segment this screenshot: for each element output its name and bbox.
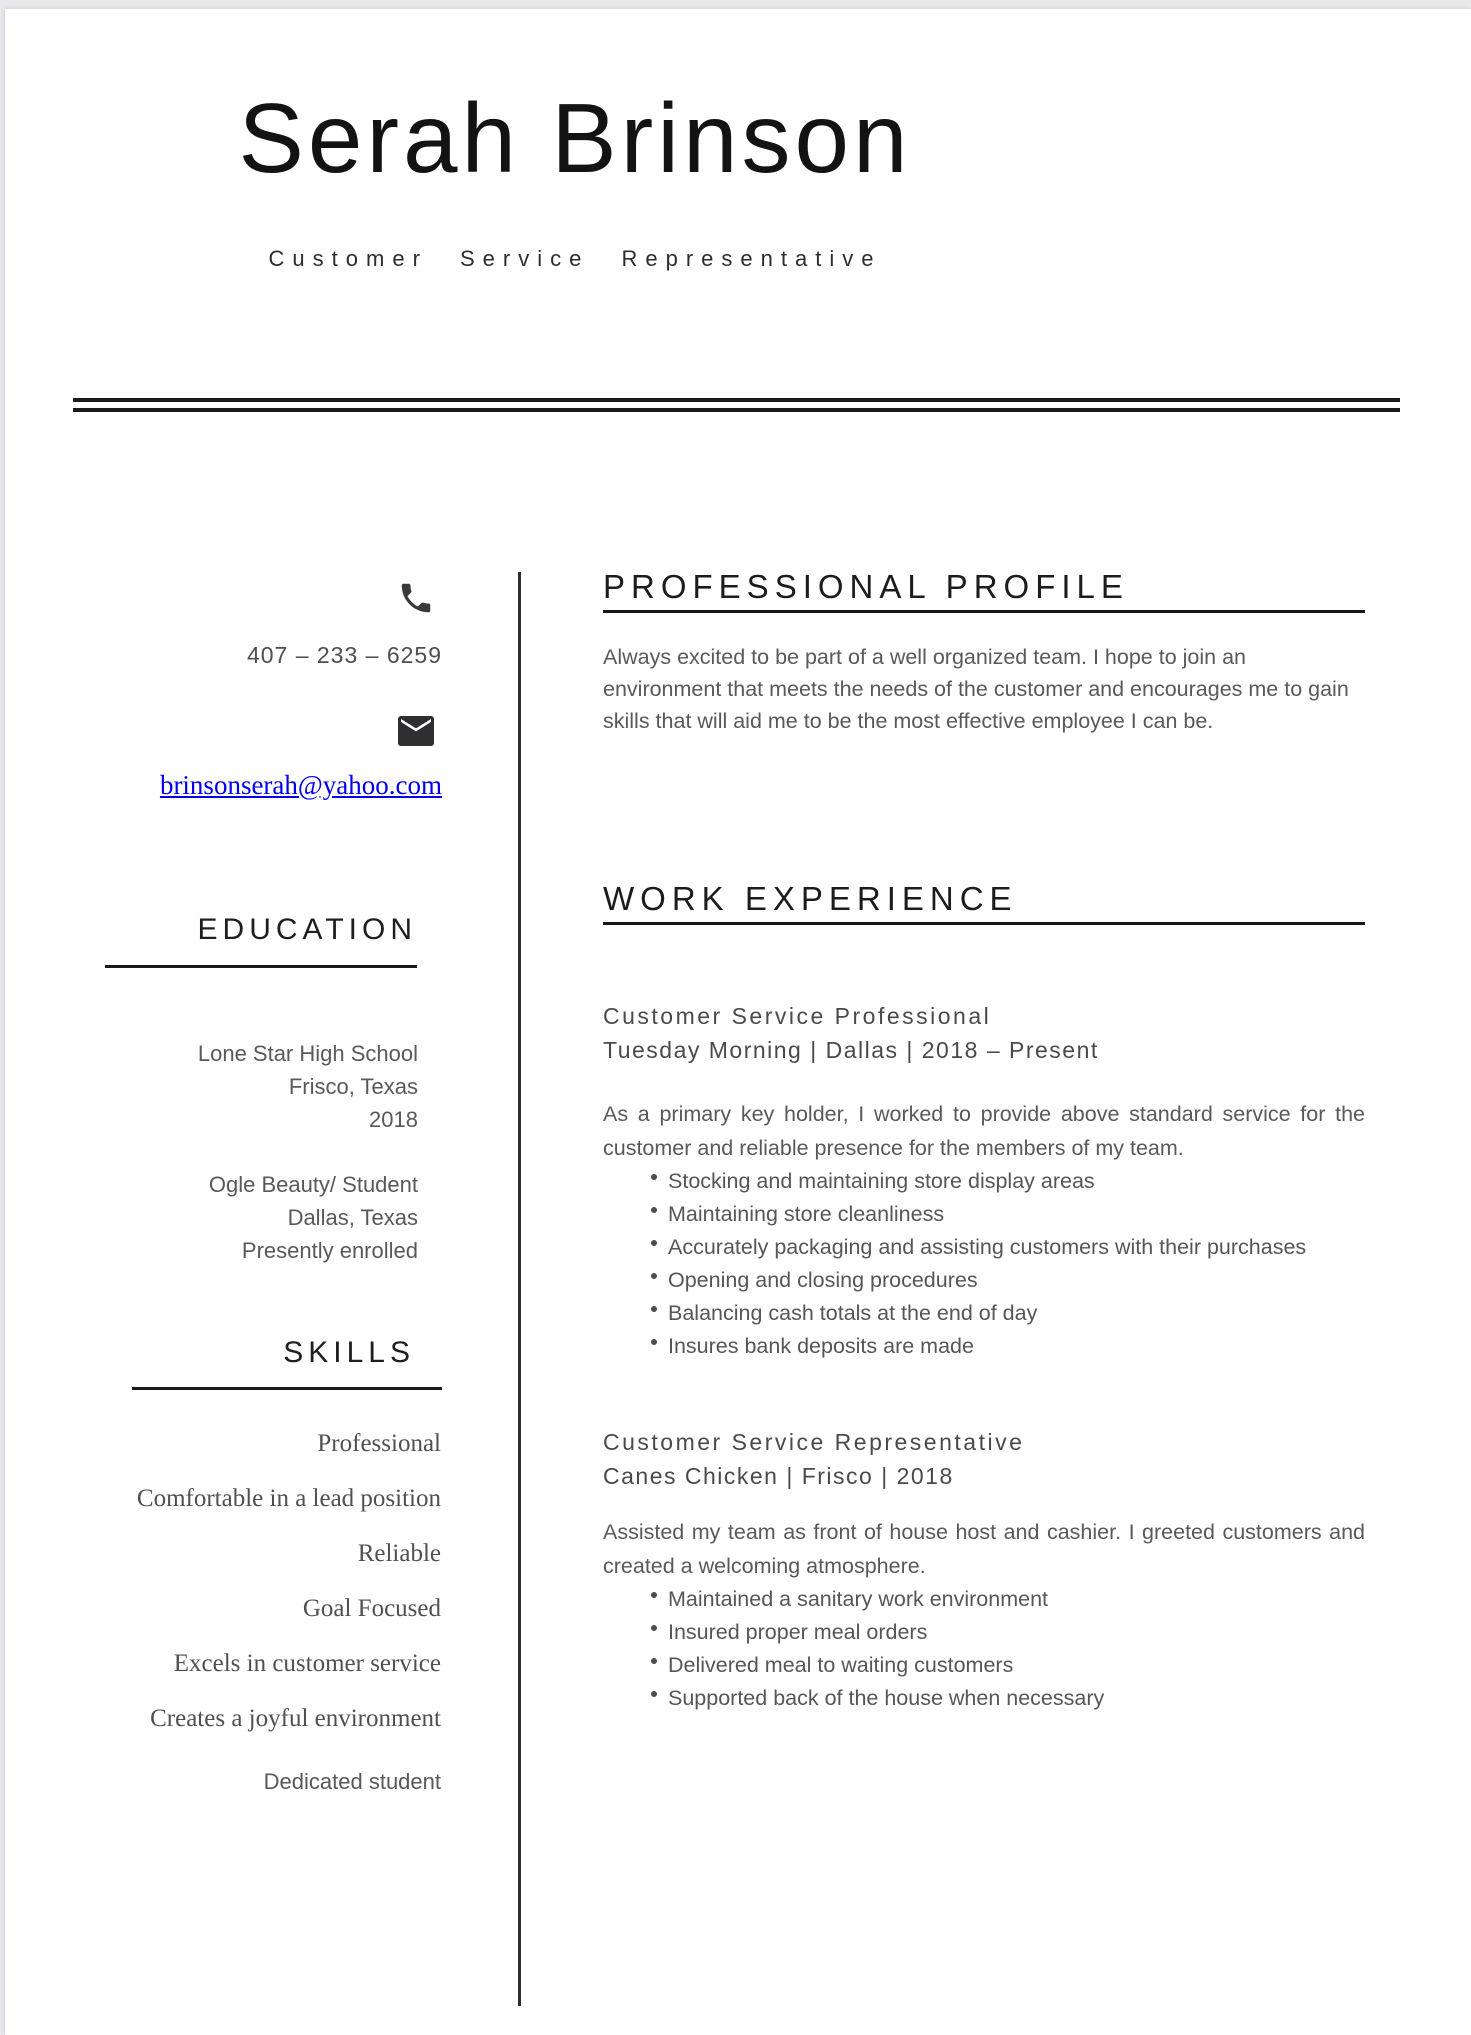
education-line: Lone Star High School — [197, 1041, 418, 1066]
job-bullet: Delivered meal to waiting customers — [603, 1649, 1365, 1682]
education-entry — [105, 1168, 418, 1267]
job-entry — [603, 999, 1365, 1363]
profile-section-header — [603, 569, 1365, 613]
skill-item: Reliable — [357, 1540, 441, 1567]
header-divider-rule — [73, 398, 1400, 412]
job-bullet: Insured proper meal orders — [603, 1616, 1365, 1649]
email-icon — [398, 716, 434, 746]
experience-heading: WORK EXPERIENCE — [603, 880, 1018, 917]
job-title: Customer Service Professional — [603, 1003, 992, 1029]
job-bullet: Stocking and maintaining store display areas — [603, 1165, 1365, 1198]
job-bullet: Balancing cash totals at the end of day — [603, 1297, 1365, 1330]
skill-item: Creates a joyful environment — [150, 1705, 441, 1732]
education-line: Ogle Beauty/ Student — [208, 1172, 418, 1197]
job-bullet: Maintaining store cleanliness — [603, 1198, 1365, 1231]
skills-heading: SKILLS — [283, 1336, 415, 1369]
job-bullet: Accurately packaging and assisting customers with their purchases — [603, 1231, 1365, 1264]
education-line: Presently enrolled — [241, 1238, 418, 1263]
skills-section-header — [132, 1335, 442, 1390]
education-entry — [105, 1037, 418, 1136]
profile-heading: PROFESSIONAL PROFILE — [603, 568, 1129, 605]
skill-item: Comfortable in a lead position — [136, 1485, 441, 1512]
skill-item: Dedicated student — [263, 1769, 441, 1794]
job-bullet-list — [603, 1165, 1365, 1363]
job-bullet: Opening and closing procedures — [603, 1264, 1365, 1297]
skill-item: Excels in customer service — [173, 1650, 441, 1677]
skill-item: Professional — [317, 1430, 441, 1457]
education-line: Frisco, Texas — [288, 1074, 418, 1099]
job-entry — [603, 1425, 1365, 1715]
skill-item: Goal Focused — [302, 1595, 441, 1622]
education-heading: EDUCATION — [197, 913, 417, 946]
job-bullet: Supported back of the house when necessary — [603, 1682, 1365, 1715]
job-title: Customer Service Representative — [603, 1429, 1025, 1455]
job-description: Assisted my team as front of house host and cashier. I greeted customers and created a welcoming atmosphere. — [603, 1520, 1365, 1578]
job-bullet: Maintained a sanitary work environment — [603, 1583, 1365, 1616]
resume-header — [5, 83, 1145, 272]
job-meta: Canes Chicken | Frisco | 2018 — [603, 1463, 954, 1489]
job-description: As a primary key holder, I worked to provide above standard service for the customer and reliable presence for the members of my team. — [603, 1102, 1365, 1160]
phone-icon — [397, 579, 435, 617]
person-name: Serah Brinson — [238, 83, 912, 193]
experience-section-header — [603, 881, 1365, 925]
column-divider-rule — [518, 572, 521, 2006]
education-line: Dallas, Texas — [287, 1205, 418, 1230]
profile-text: Always excited to be part of a well organized team. I hope to join an environment that meets the needs of the customer and encourages me to gain skills that will aid me to be the most effective employee I can be. — [603, 645, 1349, 733]
phone-number: 407 – 233 – 6259 — [246, 642, 442, 668]
person-job-title: Customer Service Representative — [268, 246, 882, 271]
job-bullet: Insures bank deposits are made — [603, 1330, 1365, 1363]
education-section-header — [105, 912, 417, 968]
skills-list — [105, 1427, 441, 1798]
education-entries — [105, 1037, 418, 1267]
education-line: 2018 — [369, 1107, 418, 1132]
email-link[interactable]: brinsonserah@yahoo.com — [159, 770, 442, 800]
job-meta: Tuesday Morning | Dallas | 2018 – Present — [603, 1037, 1099, 1063]
resume-page — [5, 9, 1471, 2035]
job-bullet-list — [603, 1583, 1365, 1715]
